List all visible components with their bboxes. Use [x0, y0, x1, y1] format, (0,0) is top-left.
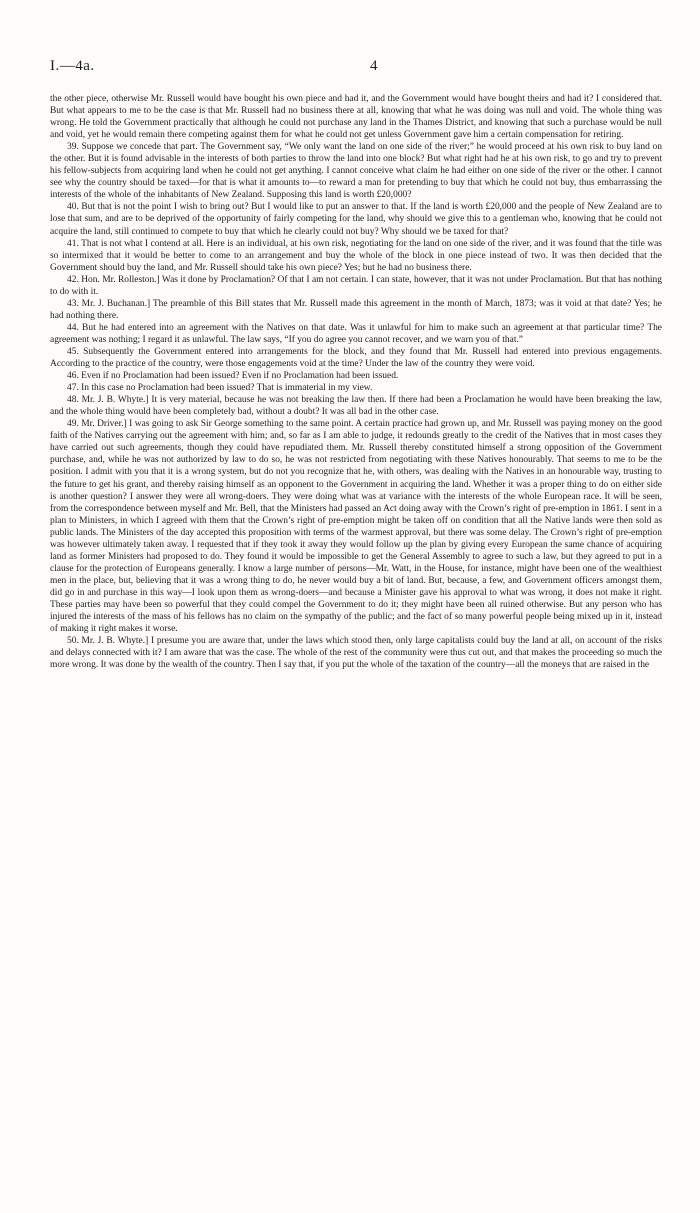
- body-text: [50, 93, 662, 671]
- paragraph: 39. Suppose we concede that part. The Government say, “We only want the land on one side of the river;” he would proceed at his own risk to buy land on the other. But it is found advisable in the interests of both parties to throw the land into one block? But what right had he at his own risk, to go and try to prevent his fellow-subjects from acquiring land when he could not get anything. I cannot conceive what claim he had either on one side of the river or the other. I cannot see why the country should be taxed—for that is what it amounts to—to reward a man for pretending to buy that which he could not buy, thus embarrassing the interests of the whole of the inhabitants of New Zealand. Supposing this land is worth £20,000?: [50, 142, 662, 201]
- paragraph: the other piece, otherwise Mr. Russell would have bought his own piece and had it, and the Government would have bought theirs and had it? I considered that. But what appears to me to be the case is that Mr. Russell had no business there at all, knowing that what he was doing was null and void. The whole thing was wrong. He told the Government practically that although he could not purchase any land in the Thames District, and knowing that such a purchase would be null and void, yet he would remain there competing against them for what he could not get unless Government gave him a certain compensation for retiring.: [50, 94, 662, 141]
- paragraph: 47. In this case no Proclamation had been issued? That is immaterial in my view.: [67, 383, 373, 394]
- paragraph: 40. But that is not the point I wish to bring out? But I would like to put an answer to that. If the land is worth £20,000 and the people of New Zealand are to lose that sum, and are to be deprived of the opportunity of fairly competing for the land, why should we give this to a gentleman who, knowing that he could not acquire the land, still continued to compete to buy that which he clearly could not buy? Why should we be taxed for that?: [50, 202, 662, 237]
- paper-reference: I.—4a.: [50, 58, 95, 74]
- paragraph: 42. Hon. Mr. Rolleston.] Was it done by Proclamation? Of that I am not certain. I can state, however, that it was not under Proclamation. But that has nothing to do with it.: [50, 274, 662, 297]
- paragraph: 41. That is not what I contend at all. Here is an individual, at his own risk, negotiating for the land on one side of the river, and it was found that the title was so intermixed that it would be better to come to an arrangement and buy the whole of the block in one piece instead of two. It was then decided that the Government should buy the land, and Mr. Russell should take his own piece? Yes; but he had no business there.: [50, 238, 662, 273]
- page-header: [50, 58, 650, 78]
- paragraph: 43. Mr. J. Buchanan.] The preamble of this Bill states that Mr. Russell made this agreement in the month of March, 1873; was it void at that date? Yes; he had nothing there.: [50, 298, 662, 321]
- paragraph: 48. Mr. J. B. Whyte.] It is very material, because he was not breaking the law then. If there had been a Proclamation he would have been breaking the law, and the whole thing would have been completely bad, without a doubt? It was all bad in the other case.: [50, 395, 662, 418]
- paragraph: 49. Mr. Driver.] I was going to ask Sir George something to the same point. A certain practice had grown up, and Mr. Russell was paying money on the good faith of the Natives carrying out the agreement with him; and, so far as I am able to judge, it redounds greatly to the credit of the Natives that in most cases they have carried out such agreements, though they could have repudiated them. Mr. Russell thereby constituted himself a strong opposition of the Government purchase, and, while he was not authorized by law to do so, he was not restricted from negotiating with these Natives honourably. That seems to me to be the position. I admit with you that it is a wrong system, but do not you recognize that he, with others, was dealing with the Natives in an honourable way, trusting to the future to get his grant, and thereby raising himself as an opponent to the Government in acquiring the land. Whether it was a proper thing to do on either side is another question? I answer they were all wrong-doers. They were doing what was at variance with the interests of the whole European race. It will be seen, from the correspondence between myself and Mr. Bell, that the Ministers had passed an Act doing away with the Crown’s right of pre-emption in 1861. I sent in a plan to Ministers, in which I agreed with them that the Crown’s right of pre-emption might be taken off on condition that all the Native lands were then sold as public lands. The Ministers of the day accepted this proposition with terms of the warmest approval, but there was some delay. The Crown’s right of pre-emption was however ultimately taken away. I requested that if they took it away they would follow up the plan by giving every European the same chance of acquiring land as former Ministers had proposed to do. They found it would be impossible to get the General Assembly to agree to such a law, but they agreed to put in a clause for the protection of Europeans generally. I know a large number of persons—Mr. Watt, in the House, for instance, might have been one of the wealthiest men in the place, but, believing that it was a wrong thing to do, he never would buy a bit of land. But, because, a few, and Government officers amongst them, did go in and purchase in this way—I look upon them as wrong-doers—and because a Minister gave his approval to what was wrong, it does not make it right. These parties may have been so powerful that they could compel the Government to do it; they might have been all ruined otherwise. But any person who has injured the interests of the mass of his fellows has no claim on the sympathy of the public; and the fact of so many powerful people being mixed up in it, instead of making it right makes it worse.: [50, 419, 662, 635]
- paragraph: 50. Mr. J. B. Whyte.] I presume you are aware that, under the laws which stood then, only large capitalists could buy the land at all, on account of the risks and delays connected with it? I am aware that was the case. The whole of the rest of the community were thus cut out, and that makes the proceeding so much the more wrong. It was done by the wealth of the country. Then I say that, if you put the whole of the taxation of the country—all the moneys that are raised in the: [50, 636, 662, 671]
- page-number: 4: [370, 58, 378, 74]
- paragraph: 44. But he had entered into an agreement with the Natives on that date. Was it unlawful for him to make such an agreement at that particular time? The agreement was nothing; I regard it as unlawful. The law says, “If you do agree you cannot recover, and we warn you of that.”: [50, 322, 662, 345]
- paragraph: 45. Subsequently the Government entered into arrangements for the block, and they found that Mr. Russell had entered into previous engagements. According to the practice of the country, were those engagements void at the time? Under the law of the country they were void.: [50, 346, 662, 370]
- paragraph: 46. Even if no Proclamation had been issued? Even if no Proclamation had been issued.: [67, 371, 399, 382]
